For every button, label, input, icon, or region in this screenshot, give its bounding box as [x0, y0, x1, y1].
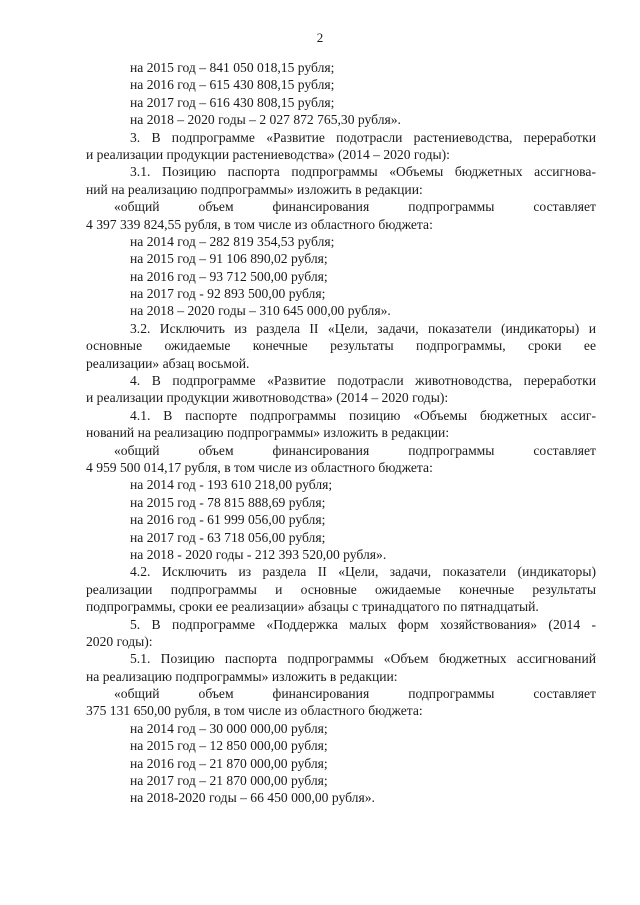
text-line: 5. В подпрограмме «Поддержка малых форм хозяйствования» (2014 - [130, 616, 596, 632]
text-line: 3.1. Позицию паспорта подпрограммы «Объемы бюджетных ассигнова- [130, 164, 596, 180]
text-line: ний на реализацию подпрограммы» изложить в редакции: [86, 181, 423, 197]
page-number: 2 [316, 30, 324, 45]
text-line: на 2018 – 2020 годы – 2 027 872 765,30 рубля». [130, 112, 401, 128]
text-line: нований на реализацию подпрограммы» изложить в редакции: [86, 425, 450, 441]
text-line: на 2014 год – 282 819 354,53 рубля; [130, 233, 335, 249]
text-line: реализации подпрограммы и основные ожидаемые конечные результаты [86, 581, 596, 597]
text-line: 4.2. Исключить из раздела II «Цели, задачи, показатели (индикаторы) [130, 564, 596, 580]
text-line: на 2014 год - 193 610 218,00 рубля; [130, 477, 333, 493]
text-line: «общий объем финансирования подпрограммы составляет [114, 686, 596, 702]
text-line: на 2018-2020 годы – 66 450 000,00 рубля». [130, 790, 375, 806]
text-line: подпрограммы, сроки ее реализации» абзацы с тринадцатого по пятнадцатый. [86, 599, 539, 615]
text-line: на 2017 год – 21 870 000,00 рубля; [130, 773, 328, 789]
text-line: и реализации продукции растениеводства» (2014 – 2020 годы): [86, 146, 450, 162]
text-line: 4 397 339 824,55 рубля, в том числе из областного бюджета: [86, 216, 433, 232]
text-line: 4 959 500 014,17 рубля, в том числе из областного бюджета: [86, 459, 433, 475]
text-line: на 2016 год - 61 999 056,00 рубля; [130, 512, 326, 528]
text-line: на 2014 год – 30 000 000,00 рубля; [130, 720, 328, 736]
text-line: на 2017 год – 616 430 808,15 рубля; [130, 94, 335, 110]
text-line: «общий объем финансирования подпрограммы составляет [114, 199, 596, 215]
text-line: 3. В подпрограмме «Развитие подотрасли растениеводства, переработки [130, 129, 596, 145]
text-line: реализации» абзац восьмой. [86, 355, 250, 371]
text-line: 4.1. В паспорте подпрограммы позицию «Объемы бюджетных ассиг- [130, 407, 596, 423]
text-line: на 2018 – 2020 годы – 310 645 000,00 рубля». [130, 303, 391, 319]
text-line: на 2015 год – 91 106 890,02 рубля; [130, 251, 328, 267]
text-line: на 2015 год - 78 815 888,69 рубля; [130, 494, 326, 510]
text-line: на 2016 год – 21 870 000,00 рубля; [130, 755, 328, 771]
text-line: и реализации продукции животноводства» (2014 – 2020 годы): [86, 390, 449, 406]
text-line: на 2017 год - 92 893 500,00 рубля; [130, 286, 326, 302]
text-line: на реализацию подпрограммы» изложить в редакции: [86, 668, 398, 684]
text-line: 375 131 650,00 рубля, в том числе из областного бюджета: [86, 703, 423, 719]
document-body [86, 59, 596, 807]
text-line: на 2016 год – 615 430 808,15 рубля; [130, 77, 335, 93]
text-line: на 2015 год – 12 850 000,00 рубля; [130, 738, 328, 754]
text-line: на 2015 год – 841 050 018,15 рубля; [130, 60, 335, 75]
text-line: 5.1. Позицию паспорта подпрограммы «Объем бюджетных ассигнований [130, 651, 596, 667]
text-line: 3.2. Исключить из раздела II «Цели, задачи, показатели (индикаторы) и [130, 320, 596, 336]
text-line: на 2018 - 2020 годы - 212 393 520,00 рубля». [130, 546, 387, 562]
text-line: «общий объем финансирования подпрограммы составляет [114, 442, 596, 458]
text-line: на 2017 год - 63 718 056,00 рубля; [130, 529, 326, 545]
text-line: основные ожидаемые конечные результаты подпрограммы, сроки ее [86, 338, 596, 354]
text-line: 2020 годы): [86, 633, 153, 649]
text-line: 4. В подпрограмме «Развитие подотрасли животноводства, переработки [130, 373, 596, 389]
text-line: на 2016 год – 93 712 500,00 рубля; [130, 268, 328, 284]
